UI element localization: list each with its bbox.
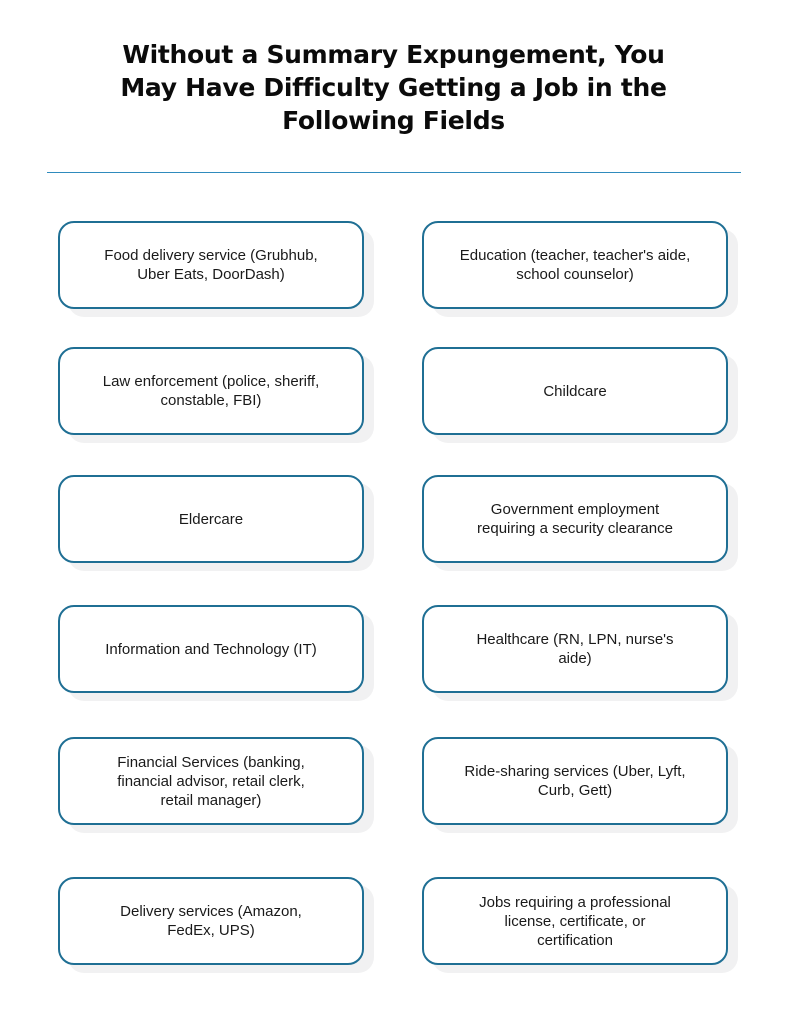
- job-field-text: [117, 753, 305, 810]
- job-field-text: [476, 630, 673, 668]
- job-field-line: Childcare: [543, 382, 607, 400]
- job-field-card: [422, 605, 728, 693]
- job-field-card: [58, 877, 364, 965]
- job-field-card: [58, 737, 364, 825]
- job-field-card: [422, 877, 728, 965]
- job-field-line: Food delivery service (Grubhub,: [104, 247, 318, 264]
- job-field-card: [58, 221, 364, 309]
- job-field-card: [58, 475, 364, 563]
- job-field-card: [422, 475, 728, 563]
- job-field-line: Healthcare (RN, LPN, nurse's: [476, 631, 674, 648]
- job-field-line: Information and Technology (IT): [105, 640, 317, 658]
- title-line: Following Fields: [282, 106, 505, 135]
- job-field-text: [477, 500, 673, 538]
- job-field-line: license, certificate, or: [504, 912, 646, 930]
- page-title: [60, 38, 727, 137]
- job-field-line: Delivery services (Amazon,: [120, 903, 302, 920]
- job-field-line: Government employment: [490, 501, 660, 518]
- job-field-text: [120, 902, 302, 940]
- job-field-card: [58, 605, 364, 693]
- job-field-text: [479, 893, 671, 950]
- job-field-line: school counselor): [516, 266, 634, 283]
- job-field-line: certification: [537, 931, 613, 949]
- job-field-card: [422, 221, 728, 309]
- job-field-line: Law enforcement (police, sheriff,: [102, 373, 320, 390]
- job-field-card: [422, 347, 728, 435]
- job-field-line: aide): [558, 650, 592, 667]
- job-field-text: [105, 640, 317, 659]
- job-field-line: retail manager): [160, 791, 262, 809]
- job-field-line: Jobs requiring a professional: [479, 893, 671, 911]
- title-divider: [47, 172, 741, 173]
- job-field-text: [464, 762, 685, 800]
- job-field-card: [422, 737, 728, 825]
- job-field-line: requiring a security clearance: [477, 520, 673, 537]
- job-field-text: [460, 246, 691, 284]
- title-line: Without a Summary Expungement, You: [122, 40, 665, 69]
- job-field-text: [103, 372, 320, 410]
- job-field-card: [58, 347, 364, 435]
- job-field-text: [104, 246, 317, 284]
- job-field-line: Eldercare: [178, 510, 244, 528]
- job-field-line: financial advisor, retail clerk,: [117, 772, 305, 790]
- job-field-line: Financial Services (banking,: [117, 753, 305, 771]
- title-line: May Have Difficulty Getting a Job in the: [120, 73, 667, 102]
- job-field-text: [543, 382, 606, 401]
- job-field-line: constable, FBI): [160, 392, 262, 409]
- job-field-line: FedEx, UPS): [167, 922, 255, 939]
- job-field-line: Curb, Gett): [537, 782, 613, 799]
- job-field-line: Education (teacher, teacher's aide,: [459, 247, 691, 264]
- job-field-text: [179, 510, 243, 529]
- job-field-line: Ride-sharing services (Uber, Lyft,: [464, 763, 686, 780]
- job-field-line: Uber Eats, DoorDash): [137, 266, 285, 283]
